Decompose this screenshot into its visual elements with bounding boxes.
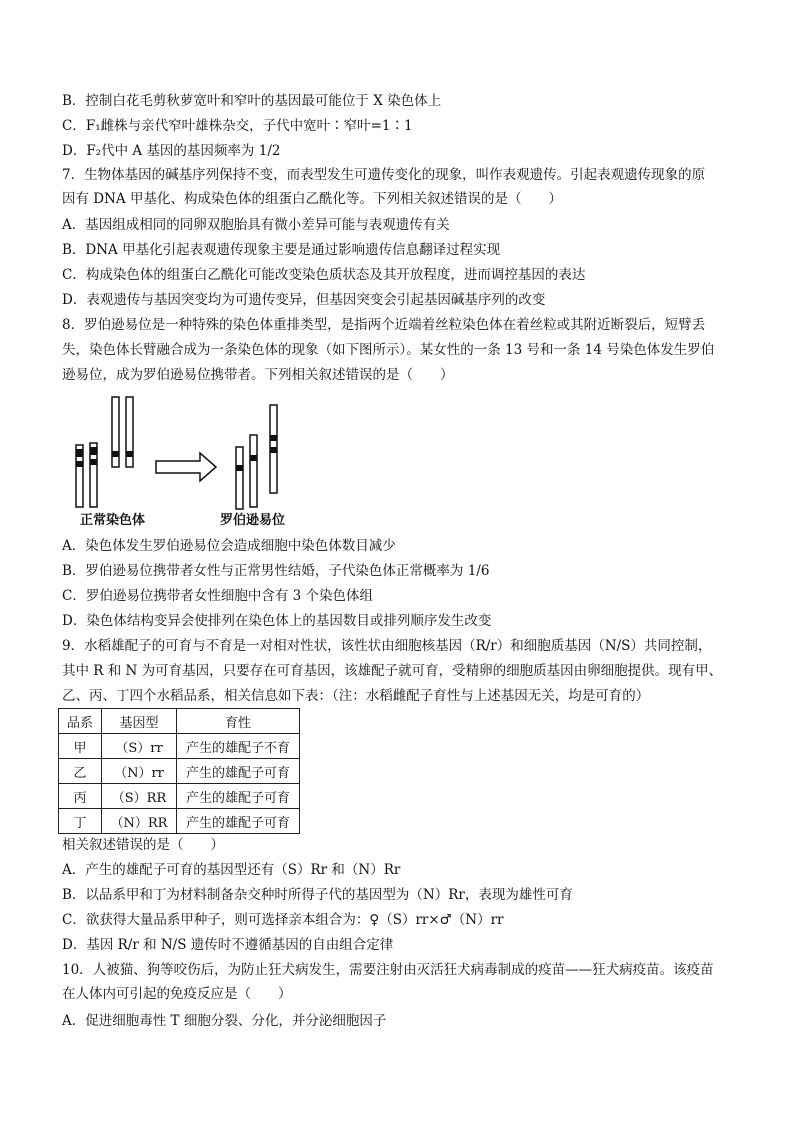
robertsonian-translocation-figure xyxy=(70,395,300,530)
normal-chromosome-3 xyxy=(112,397,119,467)
fused-chromosome xyxy=(270,405,277,493)
arrow-right-icon xyxy=(156,453,216,481)
header-genotype: 基因型 xyxy=(102,709,177,734)
table-row xyxy=(59,759,300,784)
table-cell: （S）RR xyxy=(102,784,177,809)
table-cell: 产生的雄配子可育 xyxy=(177,809,300,834)
text-line-d6: D．F₂代中 A 基因的基因频率为 1/2 xyxy=(62,143,281,159)
text-line-q8a: 8．罗伯逊易位是一种特殊的染色体重排类型，是指两个近端着丝粒染色体在着丝粒或其附近断裂后，短臂丢 xyxy=(62,317,706,333)
text-line-b6: B．控制白花毛剪秋萝宽叶和窄叶的基因最可能位于 X 染色体上 xyxy=(62,93,442,109)
table-cell: （S）rr xyxy=(102,734,177,759)
table-cell: 丙 xyxy=(59,784,102,809)
text-line-q10a: 10．人被猫、狗等咬伤后，为防止狂犬病发生，需要注射由灭活狂犬病毒制成的疫苗——狂犬病疫苗。该疫苗 xyxy=(62,962,714,978)
text-line-q9d: 相关叙述错误的是（ ） xyxy=(62,837,224,853)
text-line-a9: A．产生的雄配子可育的基因型还有（S）Rr 和（N）Rr xyxy=(62,862,401,878)
text-line-b9: B．以品系甲和丁为材料制备杂交种时所得子代的基因型为（N）Rr，表现为雄性可育 xyxy=(62,887,573,903)
table-cell: （N）RR xyxy=(102,809,177,834)
normal-chromosome-2 xyxy=(90,443,97,507)
text-line-c8: C．罗伯逊易位携带者女性细胞中含有 3 个染色体组 xyxy=(62,588,374,604)
translocated-chromosome-1 xyxy=(236,447,243,509)
translocated-chromosome-2 xyxy=(250,435,257,507)
normal-chromosome-1 xyxy=(76,445,83,507)
table-header-row xyxy=(59,709,300,734)
text-line-c6: C．F₁雌株与亲代窄叶雄株杂交，子代中宽叶∶窄叶=1∶1 xyxy=(62,118,413,134)
text-line-c7: C．构成染色体的组蛋白乙酰化可能改变染色质状态及其开放程度，进而调控基因的表达 xyxy=(62,267,586,283)
table-cell: 乙 xyxy=(59,759,102,784)
text-line-d7: D．表观遗传与基因突变均为可遗传变异，但基因突变会引起基因碱基序列的改变 xyxy=(62,292,546,308)
table-cell: 产生的雄配子可育 xyxy=(177,784,300,809)
table-row xyxy=(59,809,300,834)
text-line-q9c: 乙、丙、丁四个水稻品系，相关信息如下表：（注：水稻雌配子育性与上述基因无关，均是可育的） xyxy=(62,688,650,704)
text-line-d8: D．染色体结构变异会使排列在染色体上的基因数目或排列顺序发生改变 xyxy=(62,613,492,629)
text-line-c9: C．欲获得大量品系甲种子，则可选择亲本组合为：♀（S）rr×♂（N）rr xyxy=(62,912,504,928)
text-line-b8: B．罗伯逊易位携带者女性与正常男性结婚，子代染色体正常概率为 1/6 xyxy=(62,563,490,579)
table-cell: 产生的雄配子可育 xyxy=(177,759,300,784)
text-line-q10b: 在人体内可引起的免疫反应是（ ） xyxy=(62,986,292,1002)
text-line-q9a: 9．水稻雄配子的可育与不育是一对相对性状，该性状由细胞核基因（R/r）和细胞质基因（N/S）共同控制， xyxy=(62,638,712,654)
text-line-d9: D．基因 R/r 和 N/S 遗传时不遵循基因的自由组合定律 xyxy=(62,937,394,953)
table-cell: 甲 xyxy=(59,734,102,759)
text-line-b7: B．DNA 甲基化引起表观遗传现象主要是通过影响遗传信息翻译过程实现 xyxy=(62,242,501,258)
text-line-a8: A．染色体发生罗伯逊易位会造成细胞中染色体数目减少 xyxy=(62,538,396,554)
text-line-q8c: 逊易位，成为罗伯逊易位携带者。下列相关叙述错误的是（ ） xyxy=(62,367,454,383)
normal-chromosome-4 xyxy=(126,397,133,467)
text-line-q7b: 因有 DNA 甲基化、构成染色体的组蛋白乙酰化等。下列相关叙述错误的是（ ） xyxy=(62,191,562,207)
table-cell: 产生的雄配子不育 xyxy=(177,734,300,759)
text-line-a7: A．基因组成相同的同卵双胞胎具有微小差异可能与表观遗传有关 xyxy=(62,217,450,233)
table-row xyxy=(59,734,300,759)
text-line-q9b: 其中 R 和 N 为可育基因，只要存在可育基因，该雄配子就可育，受精卵的细胞质基因由卵细胞提供。现有甲、 xyxy=(62,663,723,679)
rice-strain-table xyxy=(58,708,300,834)
header-strain: 品系 xyxy=(59,709,102,734)
table-cell: 丁 xyxy=(59,809,102,834)
text-line-q7a: 7．生物体基因的碱基序列保持不变，而表型发生可遗传变化的现象，叫作表观遗传。引起表观遗传现象的原 xyxy=(62,167,706,183)
translocation-label: 罗伯逊易位 xyxy=(220,513,286,528)
header-fertility: 育性 xyxy=(177,709,300,734)
text-line-a10: A．促进细胞毒性 T 细胞分裂、分化，并分泌细胞因子 xyxy=(62,1013,387,1029)
table-cell: （N）rr xyxy=(102,759,177,784)
text-line-q8b: 失，染色体长臂融合成为一条染色体的现象（如下图所示）。某女性的一条 13 号和一条 14 号染色体发生罗伯 xyxy=(62,342,715,358)
normal-chromosome-label: 正常染色体 xyxy=(80,513,146,528)
table-row xyxy=(59,784,300,809)
